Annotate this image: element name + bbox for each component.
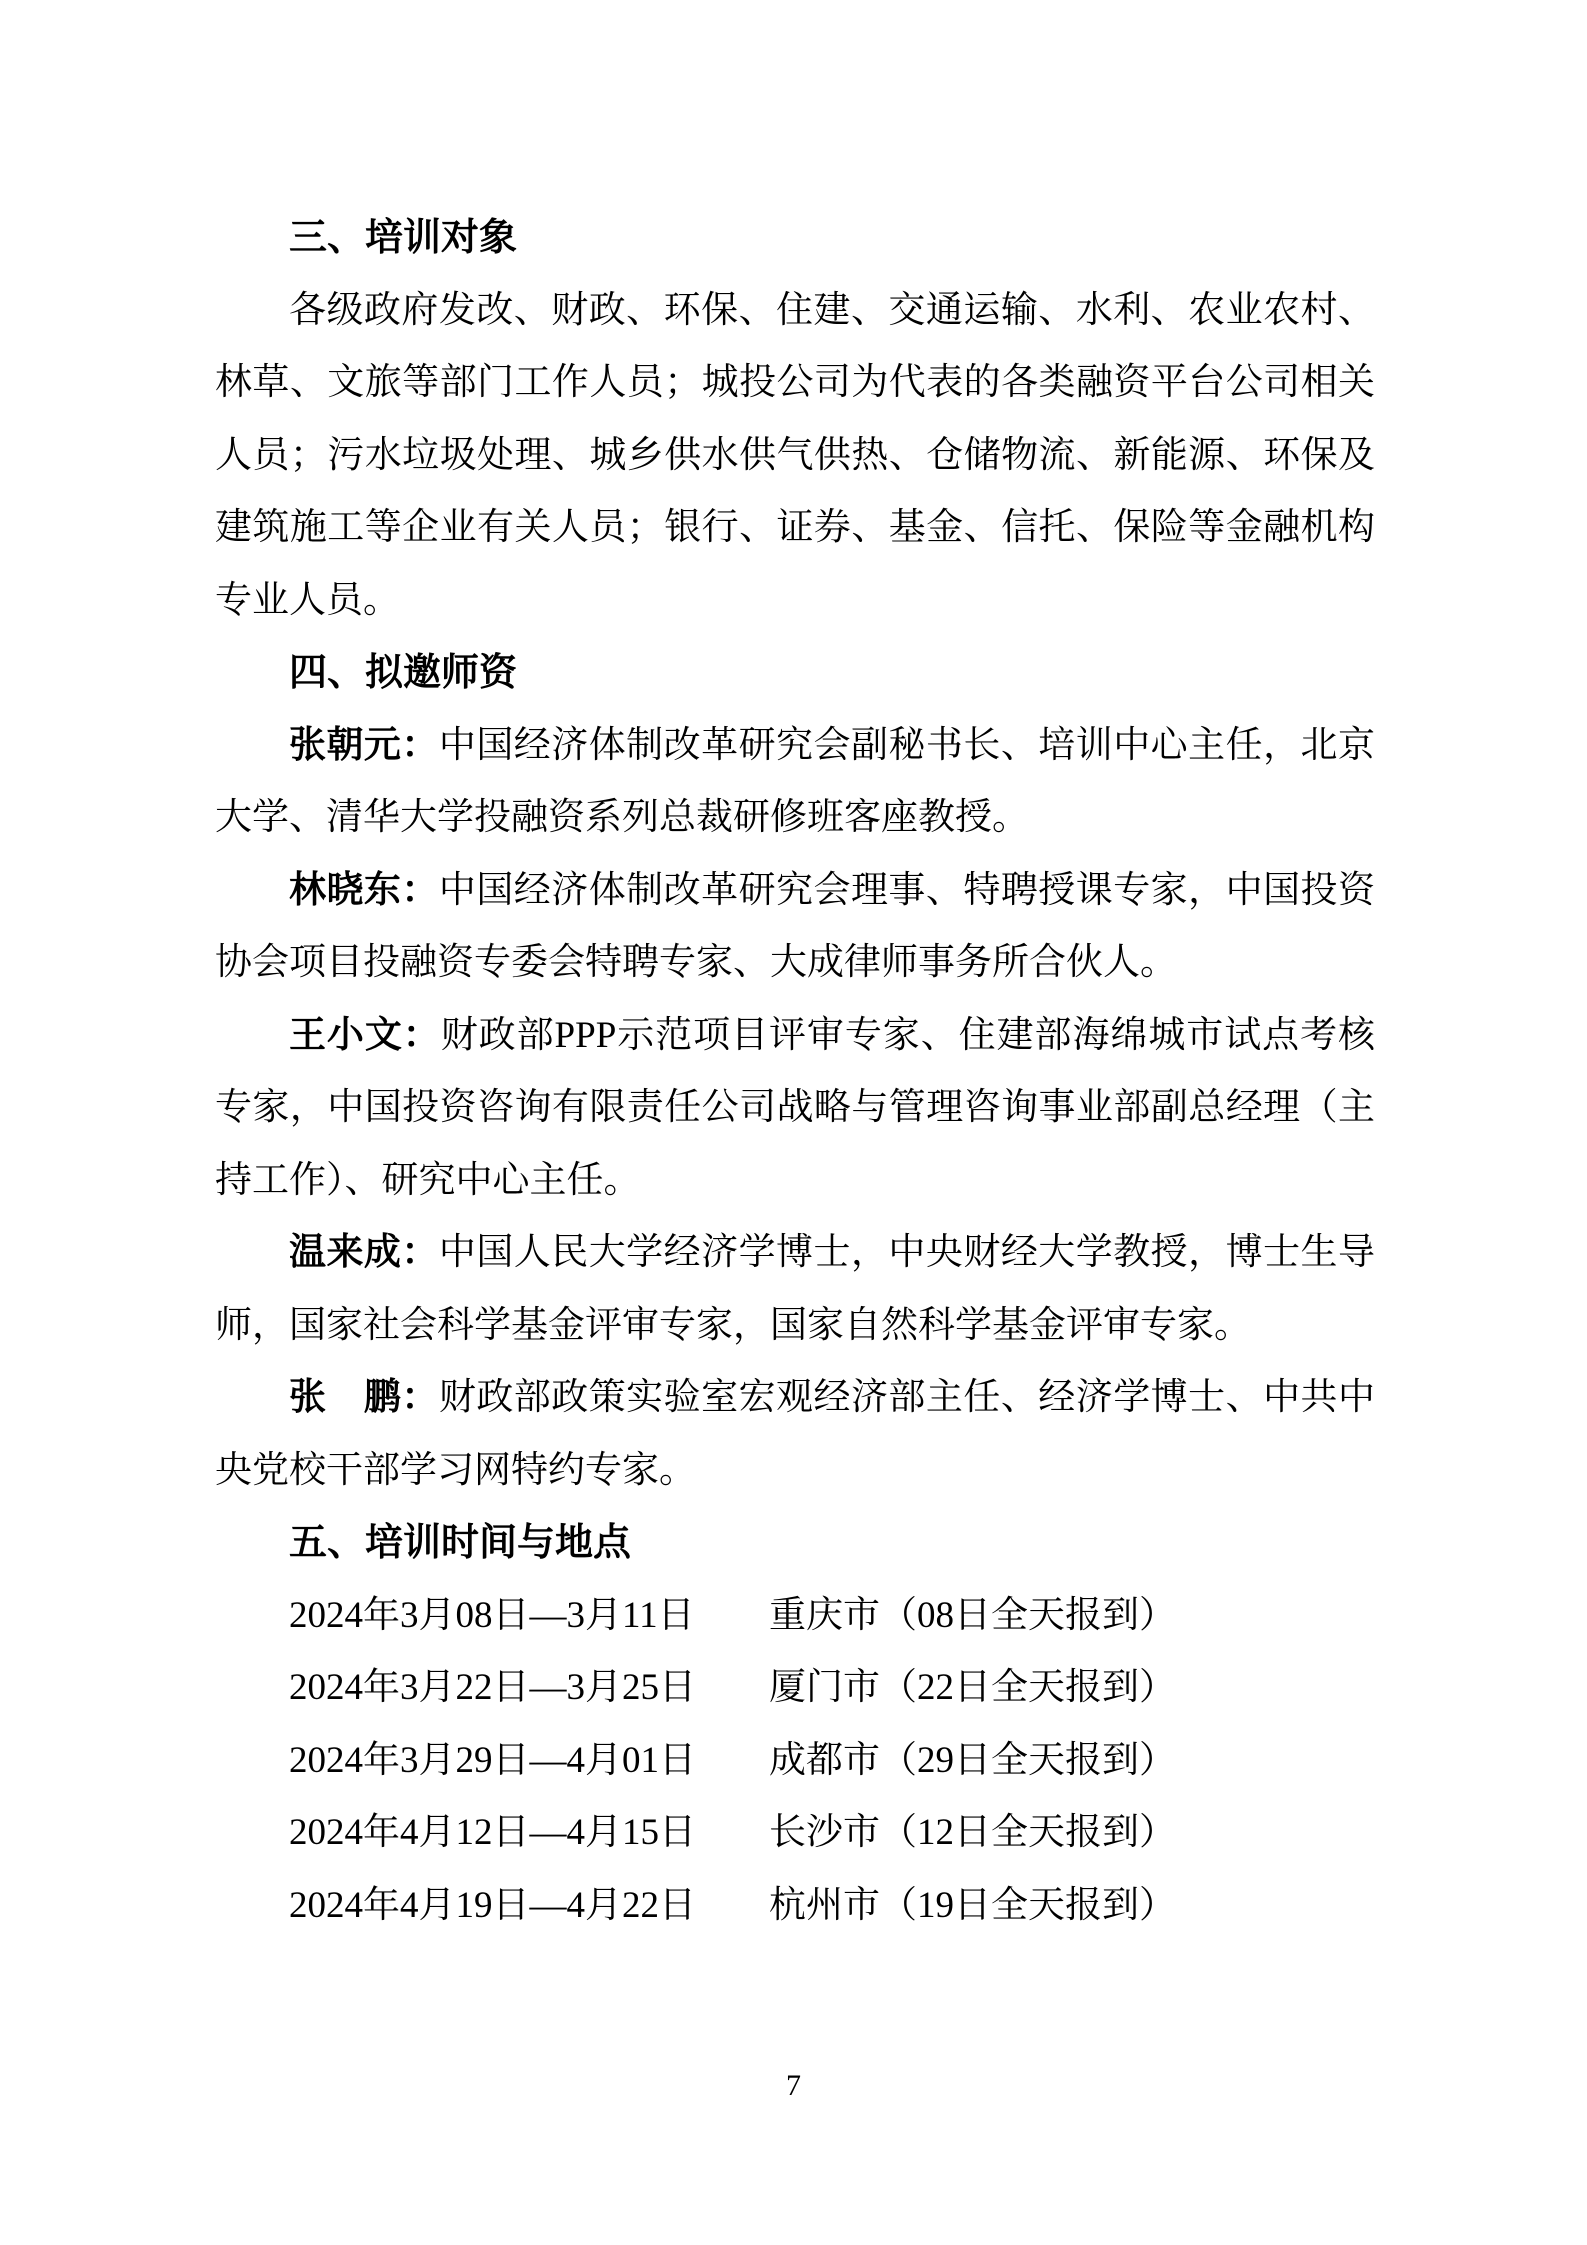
schedule-row-xiamen [215,1652,1375,1725]
instructor-entry-wang-xiaowen [215,1000,1375,1218]
section-heading-training-targets: 三、培训对象 [289,217,518,259]
instructor-entry-lin-xiaodong [215,855,1375,1000]
schedule-location: 杭州市（19日全天报到） [769,1884,1176,1926]
instructor-bio: 财政部PPP示范项目评审专家、住建部海绵城市试点考核专家，中国投资咨询有限责任公司战略与管理咨询事业部副总经理（主持工作）、研究中心主任。 [215,1014,1376,1201]
schedule-location: 长沙市（12日全天报到） [769,1812,1176,1853]
instructor-name: 张 鹏： [289,1377,439,1418]
section-heading-time-location: 五、培训时间与地点 [289,1522,632,1564]
instructor-name: 温来成： [289,1232,439,1273]
instructor-name: 林晓东： [289,869,439,911]
section-heading-proposed-instructors: 四、拟邀师资 [289,652,518,694]
instructor-bio: 中国人民大学经济学博士，中央财经大学教授，博士生导师，国家社会科学基金评审专家，国家自然科学基金评审专家。 [215,1232,1376,1346]
instructor-bio: 中国经济体制改革研究会理事、特聘授课专家，中国投资协会项目投融资专委会特聘专家、大成律师事务所合伙人。 [215,869,1376,983]
instructor-name: 王小文： [289,1014,441,1056]
schedule-location: 厦门市（22日全天报到） [769,1667,1176,1708]
schedule-location: 成都市（29日全天报到） [769,1739,1176,1781]
schedule-date: 2024年4月19日—4月22日 [289,1884,696,1926]
document-content [215,202,1375,1942]
instructor-entry-wen-laicheng [215,1217,1375,1362]
instructor-entry-zhang-chaoyuan [215,710,1375,855]
schedule-date: 2024年3月29日—4月01日 [289,1739,696,1781]
schedule-row-chengdu [215,1725,1375,1798]
schedule-location: 重庆市（08日全天报到） [769,1594,1176,1636]
instructor-bio: 财政部政策实验室宏观经济部主任、经济学博士、中共中央党校干部学习网特约专家。 [215,1377,1376,1491]
instructor-entry-zhang-peng [215,1362,1375,1507]
page-number: 7 [786,2069,801,2102]
schedule-row-chongqing [215,1580,1375,1653]
training-targets-paragraph: 各级政府发改、财政、环保、住建、交通运输、水利、农业农村、林草、文旅等部门工作人员；城投公司为代表的各类融资平台公司相关人员；污水垃圾处理、城乡供水供气供热、仓储物流、新能源、环保及建筑施工等企业有关人员；银行、证券、基金、信托、保险等金融机构专业人员。 [215,289,1375,621]
schedule-row-changsha [215,1797,1375,1870]
instructor-name: 张朝元： [289,724,439,766]
schedule-date: 2024年3月22日—3月25日 [289,1667,696,1708]
schedule-date: 2024年3月08日—3月11日 [289,1594,695,1636]
schedule-date: 2024年4月12日—4月15日 [289,1812,696,1853]
instructor-bio: 中国经济体制改革研究会副秘书长、培训中心主任，北京大学、清华大学投融资系列总裁研修班客座教授。 [215,724,1376,838]
schedule-row-hangzhou [215,1870,1375,1943]
